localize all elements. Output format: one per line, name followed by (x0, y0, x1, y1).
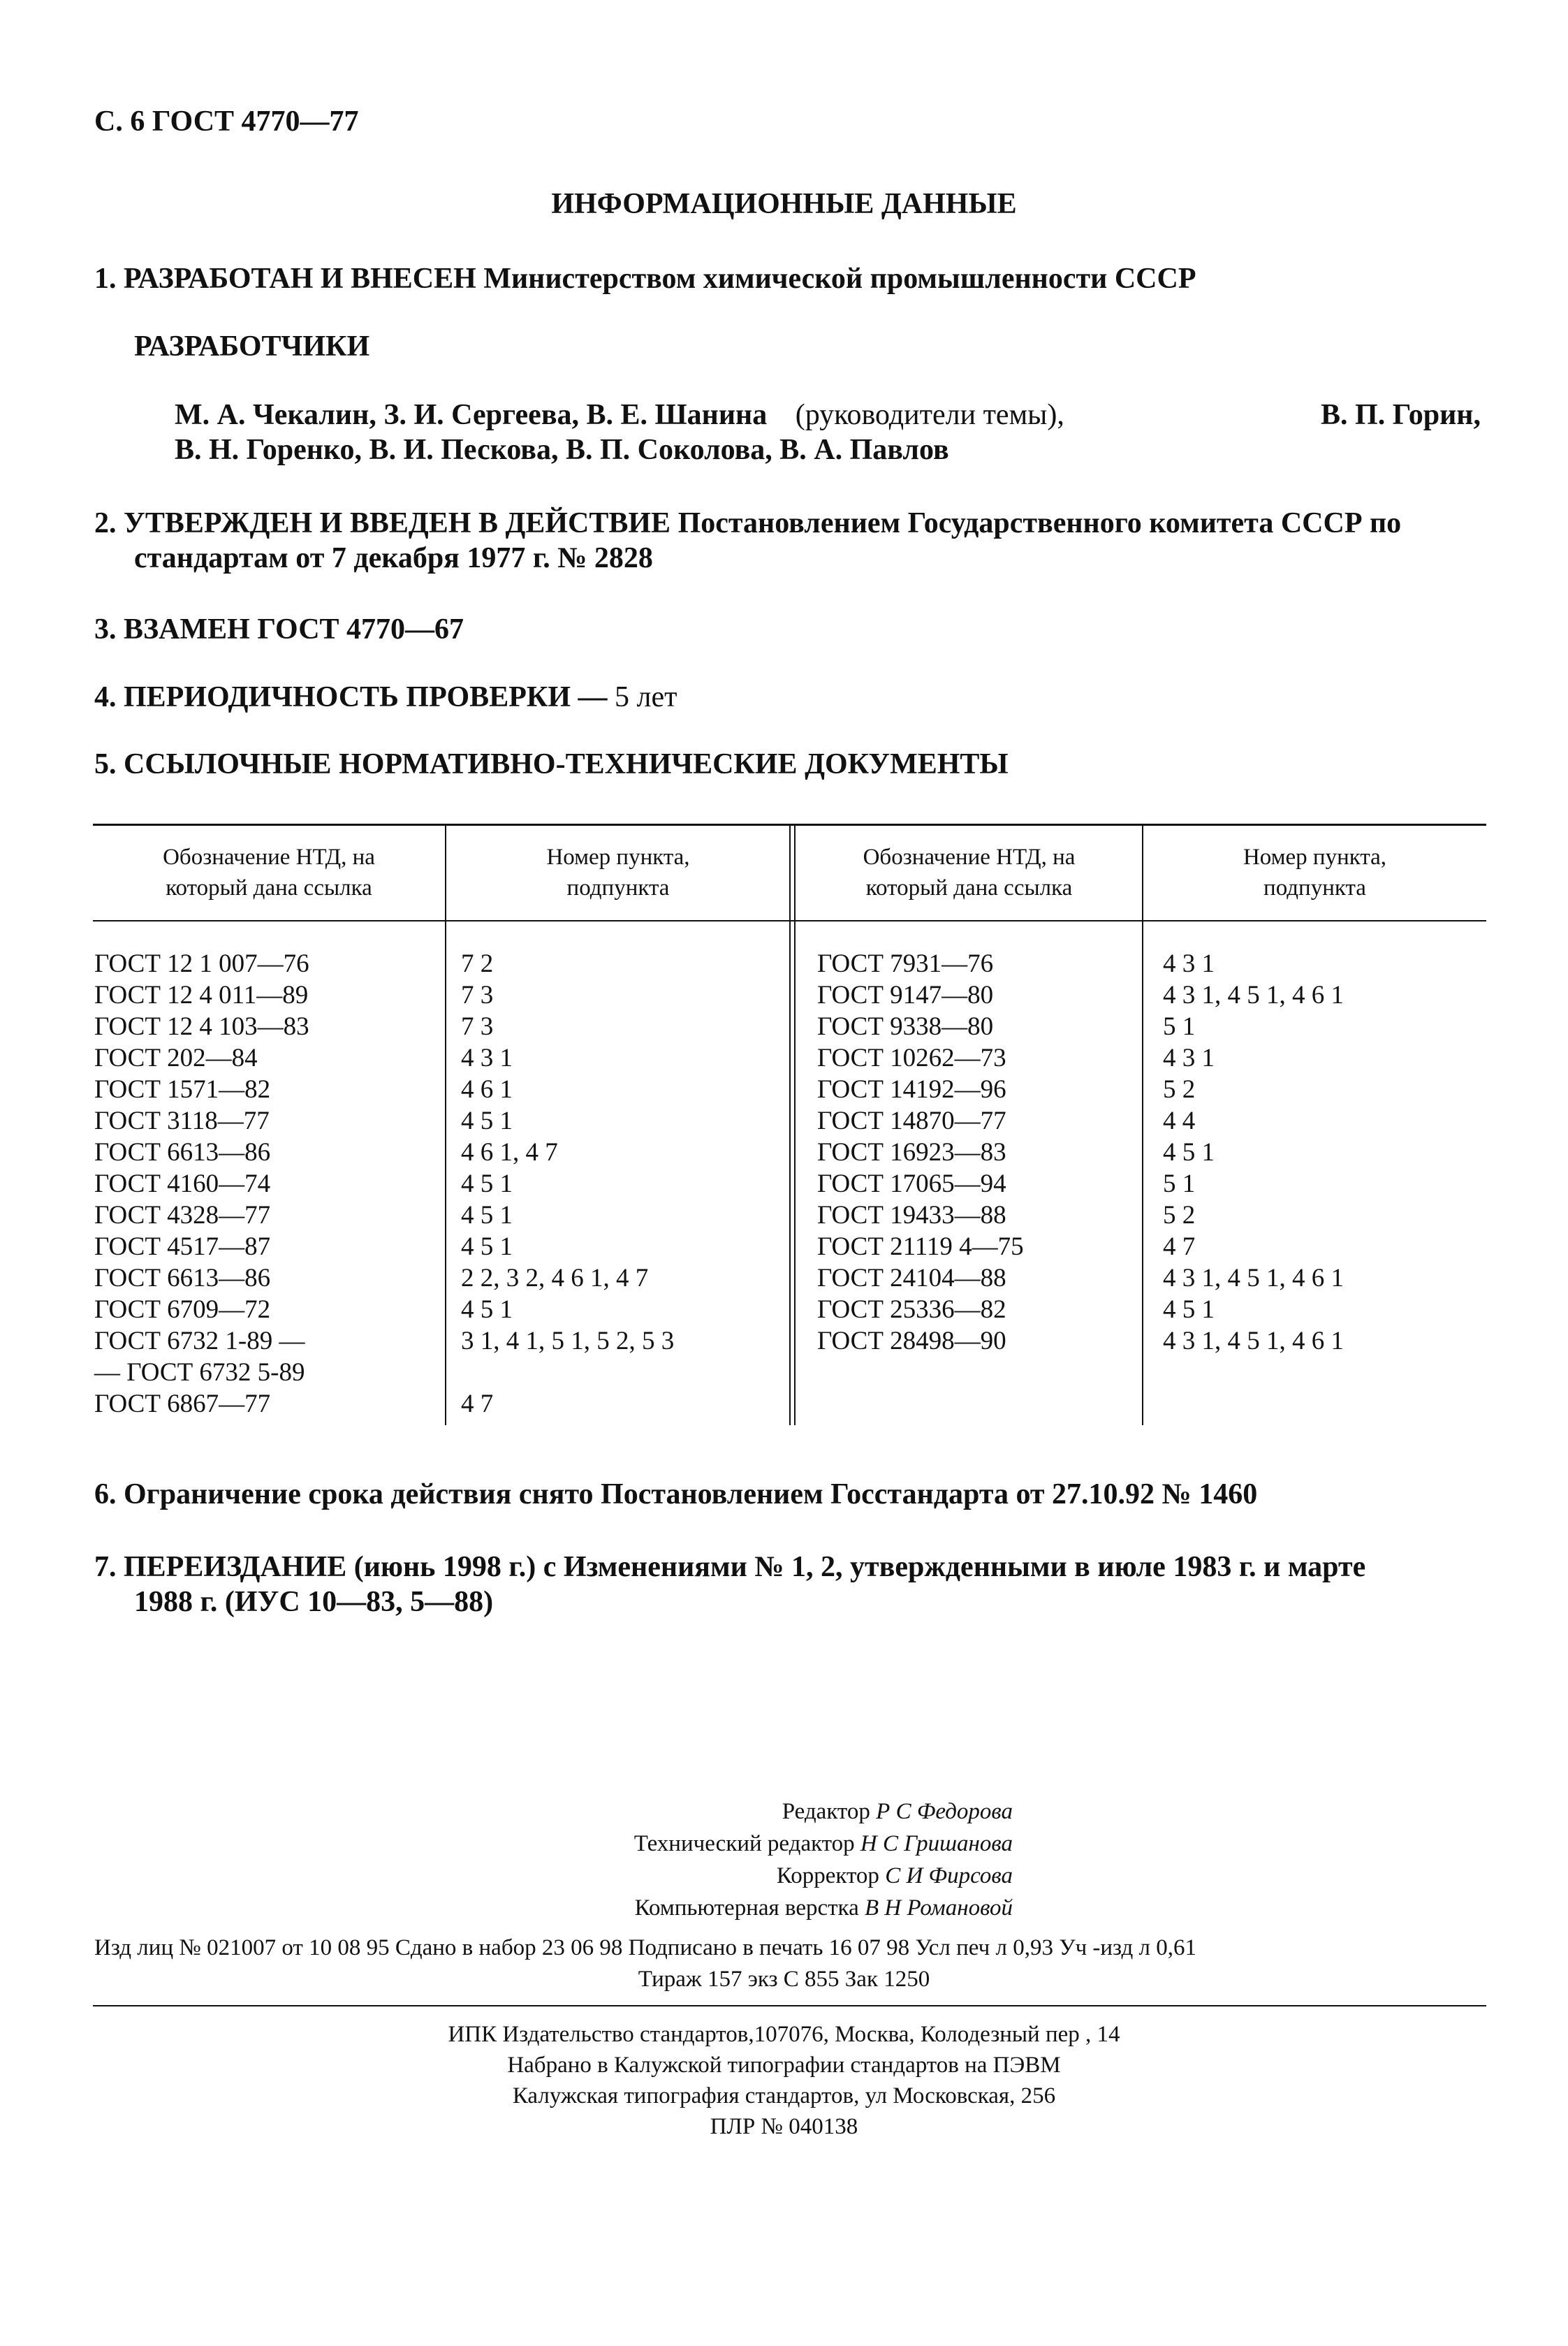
table-cell: ГОСТ 6709—72 (94, 1295, 271, 1324)
table-cell: ГОСТ 14870—77 (817, 1107, 1006, 1135)
table-cell: ГОСТ 28498—90 (817, 1327, 1006, 1355)
table-cell: 2 2, 3 2, 4 6 1, 4 7 (461, 1264, 649, 1292)
publisher-line: Калужская типография стандартов, ул Московская, 256 (512, 2083, 1056, 2108)
item-7-line-1: 7. ПЕРЕИЗДАНИЕ (июнь 1998 г.) с Изменениями № 1, 2, утвержденными в июле 1983 г. и марте (94, 1551, 1366, 1583)
item-2-line-1: 2. УТВЕРЖДЕН И ВВЕДЕН В ДЕЙСТВИЕ Постановлением Государственного комитета СССР по (94, 507, 1402, 539)
table-cell: 7 2 (461, 949, 494, 978)
developers-line-2: В. Н. Горенко, В. И. Пескова, В. П. Соколова, В. А. Павлов (175, 434, 949, 466)
header-item-left: Номер пункта, подпункта (546, 845, 690, 901)
credits-block (419, 1795, 1013, 1924)
item-6: 6. Ограничение срока действия снято Постановлением Госстандарта от 27.10.92 № 1460 (94, 1478, 1258, 1510)
item-5: 5. ССЫЛОЧНЫЕ НОРМАТИВНО-ТЕХНИЧЕСКИЕ ДОКУМЕНТЫ (94, 748, 1009, 780)
header-doc-right: Обозначение НТД, на который дана ссылка (863, 845, 1076, 901)
table-cell: ГОСТ 202—84 (94, 1044, 258, 1072)
left-docs-column (94, 948, 309, 1420)
imprint-line-2: Тираж 157 экз С 855 Зак 1250 (638, 1967, 930, 1992)
table-cell: ГОСТ 4328—77 (94, 1201, 271, 1230)
right-items-column (1163, 948, 1344, 1357)
table-cell: ГОСТ 21119 4—75 (817, 1232, 1024, 1261)
table-cell: 4 7 (1163, 1232, 1196, 1261)
imprint-line-1: Изд лиц № 021007 от 10 08 95 Сдано в набор 23 06 98 Подписано в печать 16 07 98 Усл печ л 0,93 Уч -изд л 0,61 (94, 1935, 1197, 1960)
table-vrule-2a (789, 824, 791, 1425)
table-cell: 4 5 1 (461, 1232, 513, 1261)
table-cell: 4 7 (461, 1390, 494, 1418)
item-7-line-2: 1988 г. (ИУС 10—83, 5—88) (134, 1586, 494, 1618)
table-cell: 4 5 1 (461, 1295, 513, 1324)
table-cell: 4 5 1 (461, 1201, 513, 1230)
developers-role: (руководители темы), (795, 399, 1064, 431)
table-cell: 7 3 (461, 1012, 494, 1041)
credit-proofreader: Корректор С И Фирсова (776, 1863, 1013, 1888)
item-4-label: 4. ПЕРИОДИЧНОСТЬ ПРОВЕРКИ — (94, 681, 608, 713)
item-4 (94, 683, 677, 712)
table-cell: ГОСТ 6867—77 (94, 1390, 271, 1418)
header-doc-left: Обозначение НТД, на который дана ссылка (163, 845, 375, 901)
table-cell: 4 3 1, 4 5 1, 4 6 1 (1163, 981, 1344, 1010)
item-2-line-2: стандартам от 7 декабря 1977 г. № 2828 (134, 542, 653, 574)
left-items-column (461, 948, 674, 1420)
table-cell: 4 6 1 (461, 1075, 513, 1104)
developers-line-1 (175, 400, 1481, 430)
publisher-line: ИПК Издательство стандартов,107076, Москва, Колодезный пер , 14 (448, 2022, 1120, 2047)
item-1-text: Министерством химической промышленности СССР (483, 263, 1196, 295)
item-4-value: 5 лет (615, 681, 677, 713)
table-cell: ГОСТ 6613—86 (94, 1138, 271, 1167)
table-cell: ГОСТ 16923—83 (817, 1138, 1006, 1167)
table-cell: ГОСТ 6732 1-89 — (94, 1327, 305, 1355)
developers-names-2: В. П. Горин, (1321, 399, 1481, 431)
page-title: ИНФОРМАЦИОННЫЕ ДАННЫЕ (551, 188, 1017, 220)
publisher-line: ПЛР № 040138 (710, 2114, 858, 2139)
developers-heading: РАЗРАБОТЧИКИ (134, 330, 370, 363)
table-cell: — ГОСТ 6732 5-89 (94, 1358, 305, 1387)
table-cell: 7 3 (461, 981, 494, 1010)
table-cell: 3 1, 4 1, 5 1, 5 2, 5 3 (461, 1327, 675, 1355)
table-cell: 5 1 (1163, 1170, 1196, 1198)
table-cell: ГОСТ 19433—88 (817, 1201, 1006, 1230)
item-1 (94, 264, 1196, 293)
table-cell: 5 1 (1163, 1012, 1196, 1041)
publisher-block (0, 2019, 1568, 2142)
table-cell: ГОСТ 7931—76 (817, 949, 994, 978)
imprint-rule (93, 2005, 1486, 2006)
table-cell: 5 2 (1163, 1075, 1196, 1104)
table-cell: ГОСТ 12 4 103—83 (94, 1012, 309, 1041)
table-cell: 4 5 1 (1163, 1295, 1215, 1324)
table-cell: 4 4 (1163, 1107, 1196, 1135)
table-cell: 4 5 1 (461, 1170, 513, 1198)
item-1-label: 1. РАЗРАБОТАН И ВНЕСЕН (94, 263, 476, 295)
item-3: 3. ВЗАМЕН ГОСТ 4770—67 (94, 613, 464, 646)
table-cell: 4 6 1, 4 7 (461, 1138, 558, 1167)
table-cell: ГОСТ 4517—87 (94, 1232, 271, 1261)
table-cell: 4 3 1 (461, 1044, 513, 1072)
table-cell: ГОСТ 10262—73 (817, 1044, 1006, 1072)
table-cell: 4 5 1 (461, 1107, 513, 1135)
table-cell: ГОСТ 9338—80 (817, 1012, 994, 1041)
credit-tech-editor: Технический редактор Н С Гришанова (633, 1831, 1013, 1856)
table-cell: ГОСТ 14192—96 (817, 1075, 1006, 1104)
table-cell (461, 1357, 674, 1388)
page-header: С. 6 ГОСТ 4770—77 (94, 105, 359, 138)
publisher-line: Набрано в Калужской типографии стандартов на ПЭВМ (507, 2053, 1061, 2078)
table-cell: ГОСТ 12 4 011—89 (94, 981, 309, 1010)
table-cell: ГОСТ 3118—77 (94, 1107, 270, 1135)
credit-editor: Редактор Р С Федорова (782, 1799, 1013, 1824)
table-cell: ГОСТ 24104—88 (817, 1264, 1006, 1292)
header-item-right: Номер пункта, подпункта (1243, 845, 1387, 901)
table-cell: 4 3 1 (1163, 949, 1215, 978)
table-cell: 5 2 (1163, 1201, 1196, 1230)
table-cell: ГОСТ 4160—74 (94, 1170, 271, 1198)
table-cell: 4 3 1, 4 5 1, 4 6 1 (1163, 1327, 1344, 1355)
table-cell: ГОСТ 12 1 007—76 (94, 949, 309, 978)
credit-layout: Компьютерная верстка В Н Романовой (634, 1895, 1013, 1921)
table-vrule-3 (1142, 824, 1143, 1425)
table-cell: 4 3 1 (1163, 1044, 1215, 1072)
table-cell: 4 3 1, 4 5 1, 4 6 1 (1163, 1264, 1344, 1292)
table-cell: ГОСТ 17065—94 (817, 1170, 1006, 1198)
table-cell: 4 5 1 (1163, 1138, 1215, 1167)
table-cell: ГОСТ 25336—82 (817, 1295, 1006, 1324)
table-cell: ГОСТ 1571—82 (94, 1075, 271, 1104)
developers-names-1: М. А. Чекалин, З. И. Сергеева, В. Е. Шанина (175, 399, 768, 431)
table-cell: ГОСТ 9147—80 (817, 981, 994, 1010)
table-cell: ГОСТ 6613—86 (94, 1264, 271, 1292)
table-vrule-2b (794, 824, 796, 1425)
table-vrule-1 (445, 824, 446, 1425)
right-docs-column (817, 948, 1024, 1357)
